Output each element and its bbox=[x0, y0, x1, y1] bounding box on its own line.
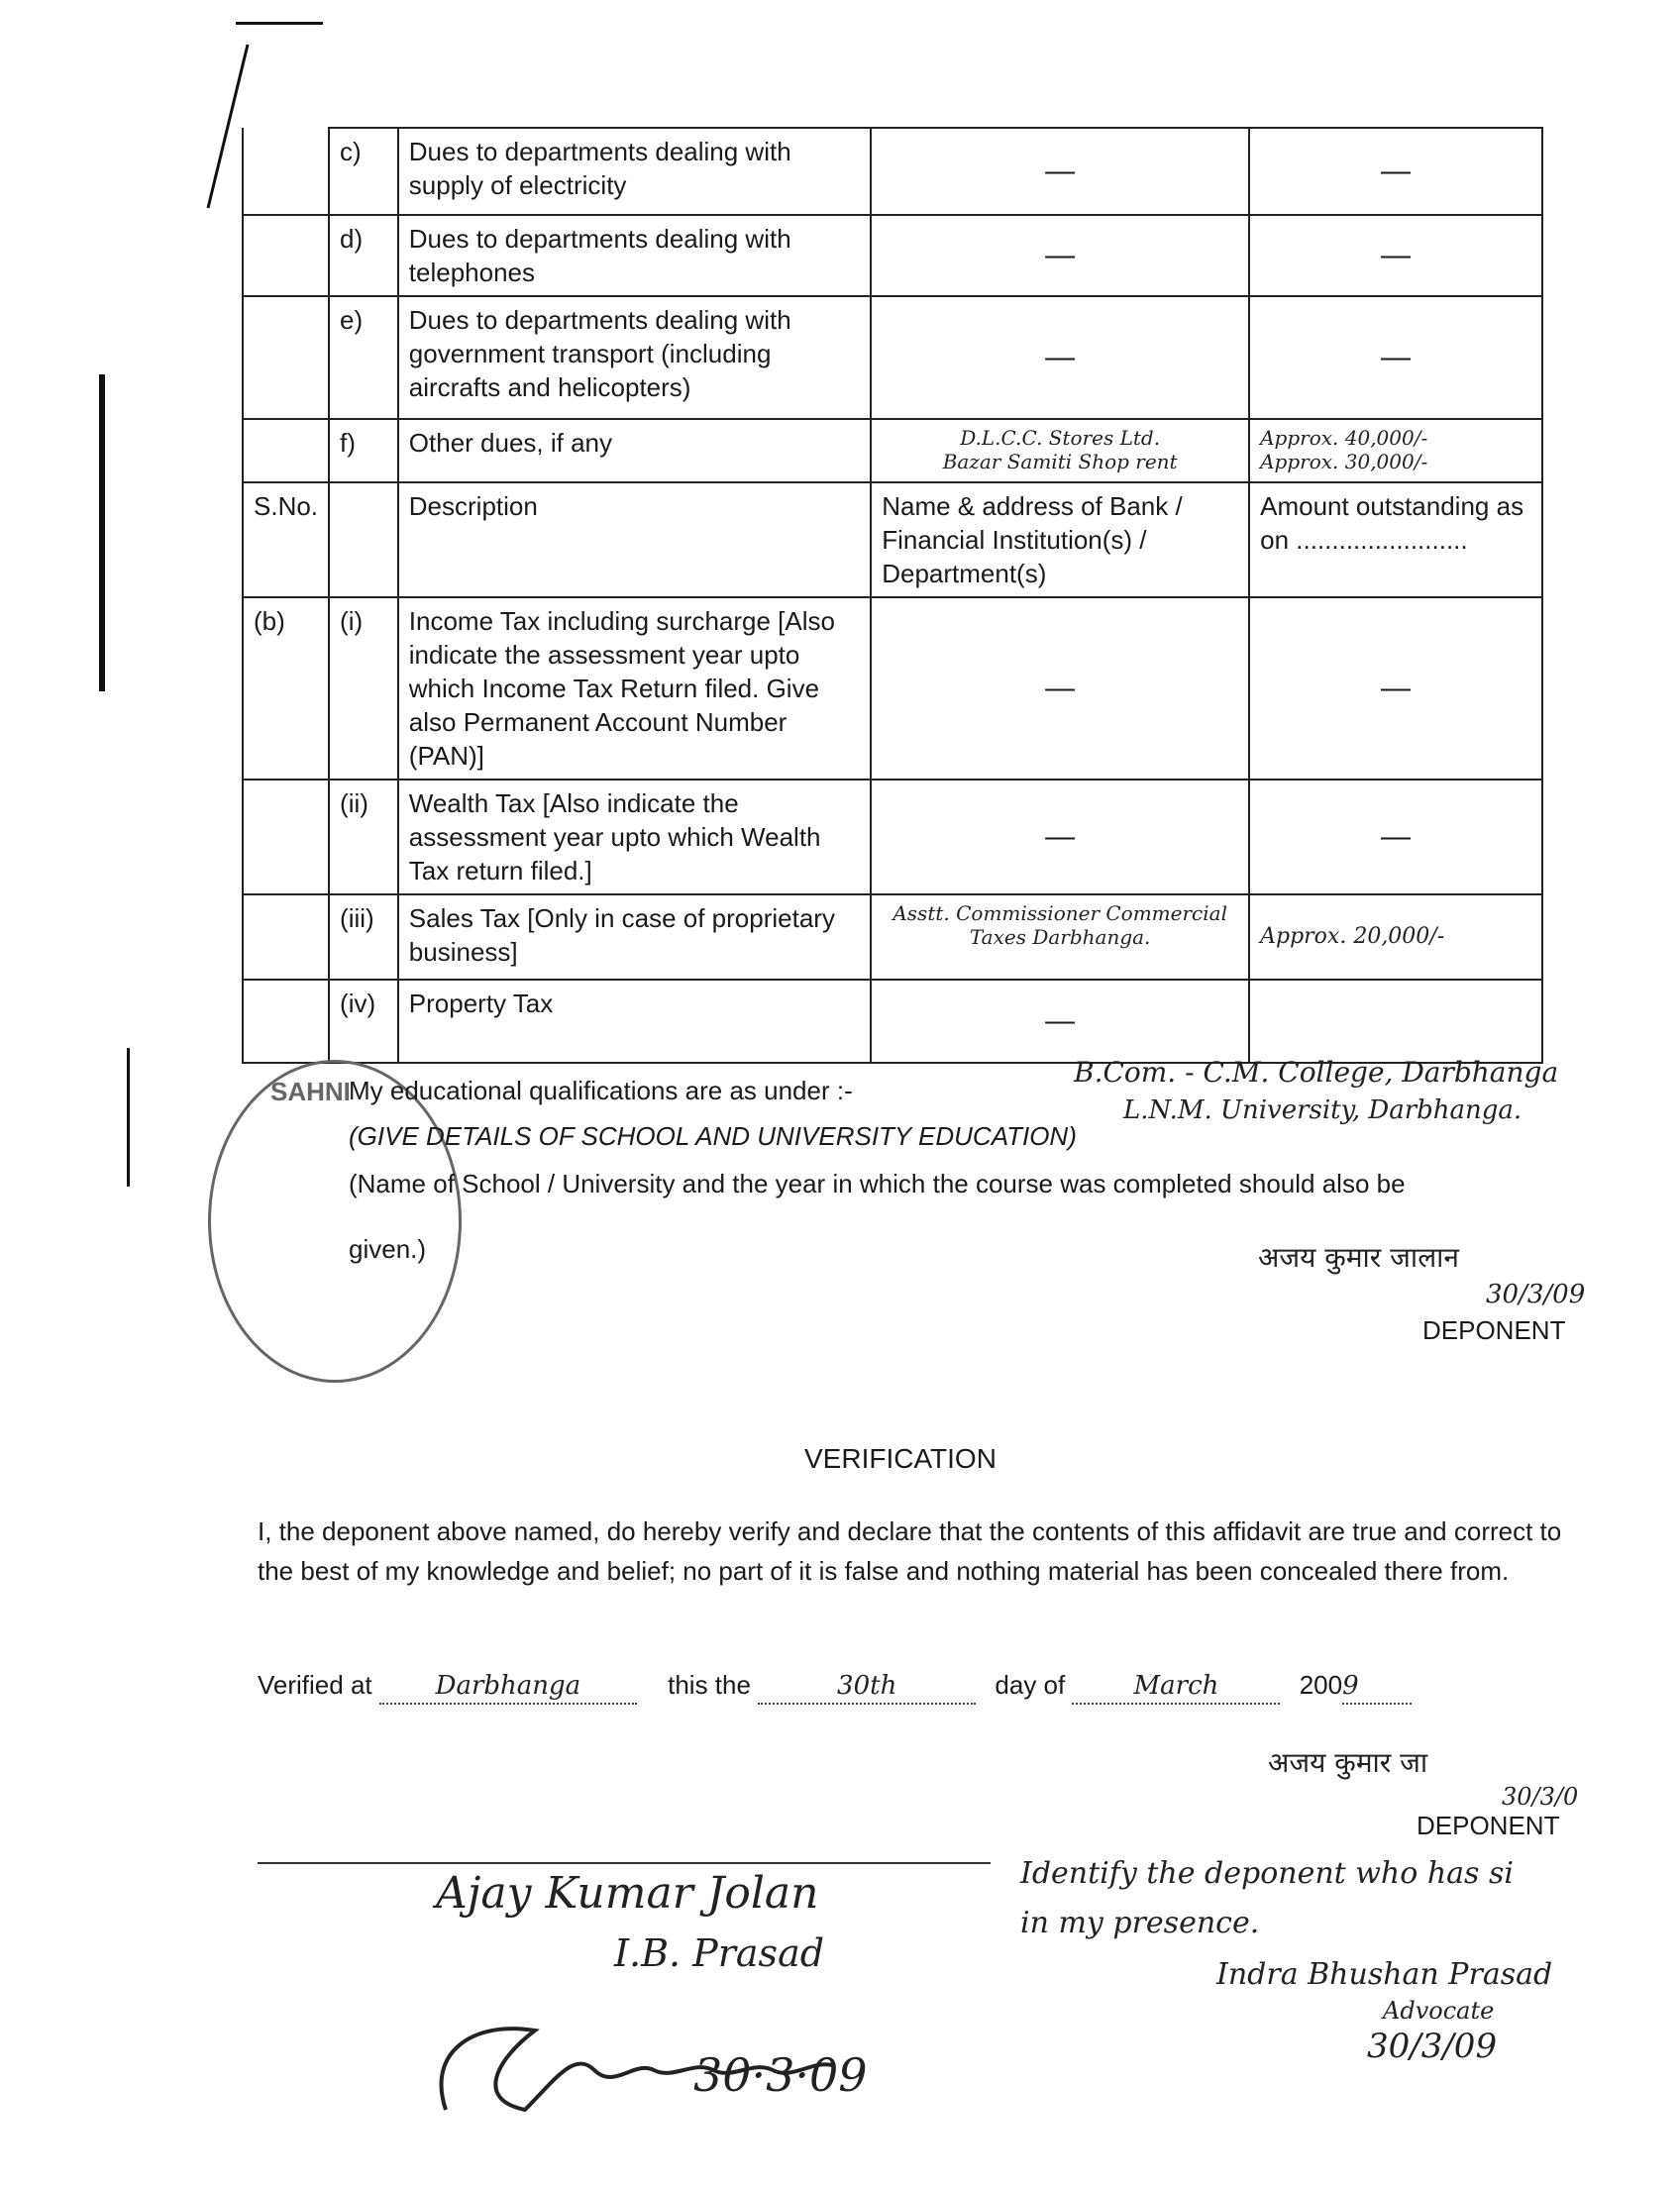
amount-cell: — bbox=[1249, 128, 1542, 215]
row-description: Sales Tax [Only in case of proprietary business] bbox=[398, 894, 871, 980]
verified-day: 30th bbox=[758, 1669, 976, 1705]
education-line-4: given.) bbox=[349, 1234, 427, 1264]
row-description: Dues to departments dealing with telephones bbox=[398, 215, 871, 296]
education-line-3: (Name of School / University and the year in which the course was completed should also be bbox=[349, 1169, 1406, 1198]
sno-cell bbox=[243, 894, 329, 980]
row-description: Wealth Tax [Also indicate the assessment year upto which Wealth Tax return filed.] bbox=[398, 780, 871, 894]
row-number: (iii) bbox=[329, 894, 398, 980]
deponent-label-1: DEPONENT bbox=[1422, 1315, 1566, 1345]
officer-date: 30·3·09 bbox=[693, 2048, 868, 2102]
other-dues-amount-cell bbox=[1249, 419, 1542, 482]
verified-place: Darbhanga bbox=[379, 1669, 637, 1705]
deponent-date-2: 30/3/0 bbox=[1502, 1783, 1579, 1811]
table-row bbox=[243, 894, 1542, 980]
other-dues-amount-line1: Approx. 40,000/- bbox=[1260, 426, 1428, 450]
row-number: (iv) bbox=[329, 980, 398, 1063]
table-header-row bbox=[243, 482, 1542, 597]
amount-cell: — bbox=[1249, 780, 1542, 894]
header-amount: Amount outstanding as on ........................ bbox=[1249, 482, 1542, 597]
advocate-title: Advocate bbox=[1383, 1997, 1495, 2025]
bank-cell: — bbox=[871, 597, 1249, 780]
bank-cell: — bbox=[871, 296, 1249, 419]
stamp-text: SAHNI bbox=[270, 1077, 351, 1106]
verified-month: March bbox=[1072, 1669, 1280, 1705]
deponent-signature-1: अजय कुमार जालान bbox=[1258, 1241, 1459, 1274]
table-row bbox=[243, 215, 1542, 296]
header-blank bbox=[329, 482, 398, 597]
education-handwritten-2: L.N.M. University, Darbhanga. bbox=[1123, 1095, 1522, 1125]
education-handwritten-1: B.Com. - C.M. College, Darbhanga bbox=[1074, 1056, 1559, 1089]
sno-cell bbox=[243, 215, 329, 296]
other-dues-amount-line2: Approx. 30,000/- bbox=[1260, 450, 1428, 473]
amount-cell: — bbox=[1249, 296, 1542, 419]
amount-cell bbox=[1249, 980, 1542, 1063]
row-description: Dues to departments dealing with government transport (including aircrafts and helicopters) bbox=[398, 296, 871, 419]
header-sno: S.No. bbox=[243, 482, 329, 597]
day-of-label: day of bbox=[995, 1670, 1066, 1700]
bank-cell: — bbox=[871, 128, 1249, 215]
row-description: Income Tax including surcharge [Also indicate the assessment year upto which Income Tax Return filed. Give also Permanent Account Number (PAN)] bbox=[398, 597, 871, 780]
sales-tax-amount-cell: Approx. 20,000/- bbox=[1249, 894, 1542, 980]
advocate-signature: Indra Bhushan Prasad bbox=[1216, 1957, 1553, 1992]
row-label: e) bbox=[329, 296, 398, 419]
table-row bbox=[243, 128, 1542, 215]
row-label: f) bbox=[329, 419, 398, 482]
row-label: d) bbox=[329, 215, 398, 296]
scan-mark-left bbox=[99, 374, 105, 691]
header-bank: Name & address of Bank / Financial Institution(s) / Department(s) bbox=[871, 482, 1249, 597]
sno-cell bbox=[243, 296, 329, 419]
table-row bbox=[243, 597, 1542, 780]
sno-cell bbox=[243, 980, 329, 1063]
verification-title: VERIFICATION bbox=[804, 1443, 997, 1474]
verification-line bbox=[258, 1668, 1585, 1705]
sno-cell bbox=[243, 780, 329, 894]
row-description: Property Tax bbox=[398, 980, 871, 1063]
deponent-label-2: DEPONENT bbox=[1417, 1811, 1560, 1840]
other-dues-bank-cell bbox=[871, 419, 1249, 482]
row-description: Other dues, if any bbox=[398, 419, 871, 482]
year-digit: 9 bbox=[1342, 1669, 1412, 1705]
verification-body: I, the deponent above named, do hereby verify and declare that the contents of this affidavit are true and correct to the best of my knowledge and belief; no part of it is false and nothing material has been concealed there from. bbox=[258, 1516, 1562, 1586]
amount-cell: — bbox=[1249, 597, 1542, 780]
deponent-name-handwritten: Ajay Kumar Jolan bbox=[436, 1868, 819, 1919]
table-row bbox=[243, 296, 1542, 419]
table-row bbox=[243, 780, 1542, 894]
scan-mark-left-2 bbox=[127, 1048, 130, 1187]
scan-mark-top bbox=[236, 22, 323, 25]
row-description: Dues to departments dealing with supply of electricity bbox=[398, 128, 871, 215]
section-label: (b) bbox=[243, 597, 329, 780]
table-row bbox=[243, 419, 1542, 482]
dues-table bbox=[242, 127, 1543, 1064]
notary-stamp bbox=[208, 1060, 462, 1383]
year-prefix: 200 bbox=[1299, 1670, 1343, 1700]
bank-cell: — bbox=[871, 980, 1249, 1063]
deponent-signature-2: अजय कुमार जा bbox=[1268, 1746, 1428, 1779]
bank-cell: — bbox=[871, 780, 1249, 894]
sales-tax-bank-cell: Asstt. Commissioner Commercial Taxes Darbhanga. bbox=[871, 894, 1249, 980]
identification-note-1: Identify the deponent who has si bbox=[1020, 1856, 1514, 1891]
identified-by-handwritten: I.B. Prasad bbox=[614, 1931, 825, 1975]
other-dues-bank-line1: D.L.C.C. Stores Ltd. bbox=[960, 426, 1161, 450]
identification-line bbox=[258, 1862, 991, 1864]
header-description: Description bbox=[398, 482, 871, 597]
sno-cell bbox=[243, 419, 329, 482]
deponent-date-1: 30/3/09 bbox=[1486, 1280, 1586, 1309]
education-line-1: My educational qualifications are as under :- bbox=[349, 1076, 853, 1105]
row-number: (ii) bbox=[329, 780, 398, 894]
table-row bbox=[243, 980, 1542, 1063]
other-dues-bank-line2: Bazar Samiti Shop rent bbox=[942, 450, 1178, 473]
this-the-label: this the bbox=[668, 1670, 751, 1700]
amount-cell: — bbox=[1249, 215, 1542, 296]
advocate-date: 30/3/09 bbox=[1367, 2027, 1498, 2066]
row-number: (i) bbox=[329, 597, 398, 780]
verified-at-label: Verified at bbox=[258, 1670, 372, 1700]
row-label: c) bbox=[329, 128, 398, 215]
identification-note-2: in my presence. bbox=[1020, 1906, 1260, 1940]
education-line-2: (GIVE DETAILS OF SCHOOL AND UNIVERSITY EDUCATION) bbox=[349, 1121, 1077, 1151]
bank-cell: — bbox=[871, 215, 1249, 296]
sno-cell bbox=[243, 128, 329, 215]
